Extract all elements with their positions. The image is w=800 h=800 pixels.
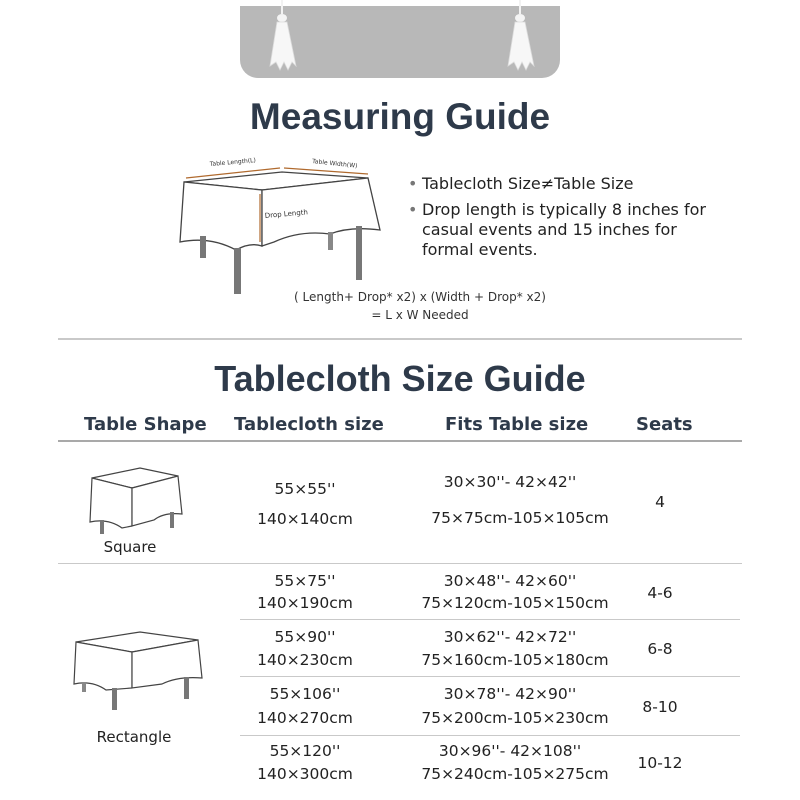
top-banner (0, 0, 800, 90)
width-dimension-label: Table Width(W) (311, 158, 358, 170)
cloth-size-cm: 140×270cm (257, 709, 353, 727)
seats-value: 8-10 (642, 698, 678, 716)
cloth-size-cm: 140×140cm (257, 510, 353, 528)
cloth-size-inches: 55×90'' (274, 628, 336, 646)
row-divider (240, 735, 740, 736)
fits-size-cm: 75×240cm-105×275cm (421, 765, 609, 783)
measuring-guide-title: Measuring Guide (249, 96, 551, 137)
cloth-size-inches: 55×75'' (274, 572, 336, 590)
seats-value: 4 (655, 493, 665, 511)
fits-size-cm: 75×120cm-105×150cm (421, 594, 609, 612)
fits-size-inches: 30×96''- 42×108'' (438, 742, 582, 760)
row-divider (58, 563, 742, 564)
seats-value: 6-8 (647, 640, 673, 658)
shape-label-rectangle: Rectangle (96, 728, 172, 746)
header-seats: Seats (636, 414, 693, 435)
formula-line: ( Length+ Drop* x2) x (Width + Drop* x2) (294, 290, 546, 304)
header-tablecloth-size: Tablecloth size (234, 414, 384, 435)
note-item: • Tablecloth Size≠Table Size (408, 174, 728, 194)
length-dimension-label: Table Length(L) (209, 156, 257, 168)
cloth-size-cm: 140×300cm (257, 765, 353, 783)
header-table-shape: Table Shape (84, 414, 207, 435)
shape-label-square: Square (103, 538, 157, 556)
seats-value: 4-6 (647, 584, 673, 602)
note-item: • Drop length is typically 8 inches for casual events and 15 inches for formal events. (408, 200, 728, 260)
table-measure-illustration (170, 150, 400, 300)
tassel-icon (262, 0, 302, 72)
fits-size-inches: 30×30''- 42×42'' (443, 473, 577, 491)
cloth-size-cm: 140×230cm (257, 651, 353, 669)
header-fits-table-size: Fits Table size (445, 414, 589, 435)
section-divider (58, 338, 742, 340)
measuring-notes (408, 174, 728, 266)
seats-value: 10-12 (637, 754, 683, 772)
fits-size-inches: 30×78''- 42×90'' (443, 685, 577, 703)
size-formula (250, 288, 590, 324)
fits-size-inches: 30×48''- 42×60'' (443, 572, 577, 590)
row-divider (240, 676, 740, 677)
formula-result: = L x W Needed (371, 308, 469, 322)
header-divider (58, 440, 742, 442)
fits-size-inches: 30×62''- 42×72'' (443, 628, 577, 646)
square-table-icon (78, 460, 188, 540)
fits-size-cm: 75×200cm-105×230cm (421, 709, 609, 727)
cloth-size-cm: 140×190cm (257, 594, 353, 612)
fits-size-cm: 75×75cm-105×105cm (431, 509, 609, 527)
tassel-icon (500, 0, 540, 72)
cloth-size-inches: 55×106'' (269, 685, 341, 703)
drop-dimension-label: Drop Length (264, 208, 309, 220)
fits-size-cm: 75×160cm-105×180cm (421, 651, 609, 669)
size-guide-title: Tablecloth Size Guide (214, 358, 586, 399)
cloth-size-inches: 55×120'' (269, 742, 341, 760)
row-divider (240, 619, 740, 620)
rectangle-table-icon (66, 622, 206, 712)
cloth-size-inches: 55×55'' (274, 480, 336, 498)
